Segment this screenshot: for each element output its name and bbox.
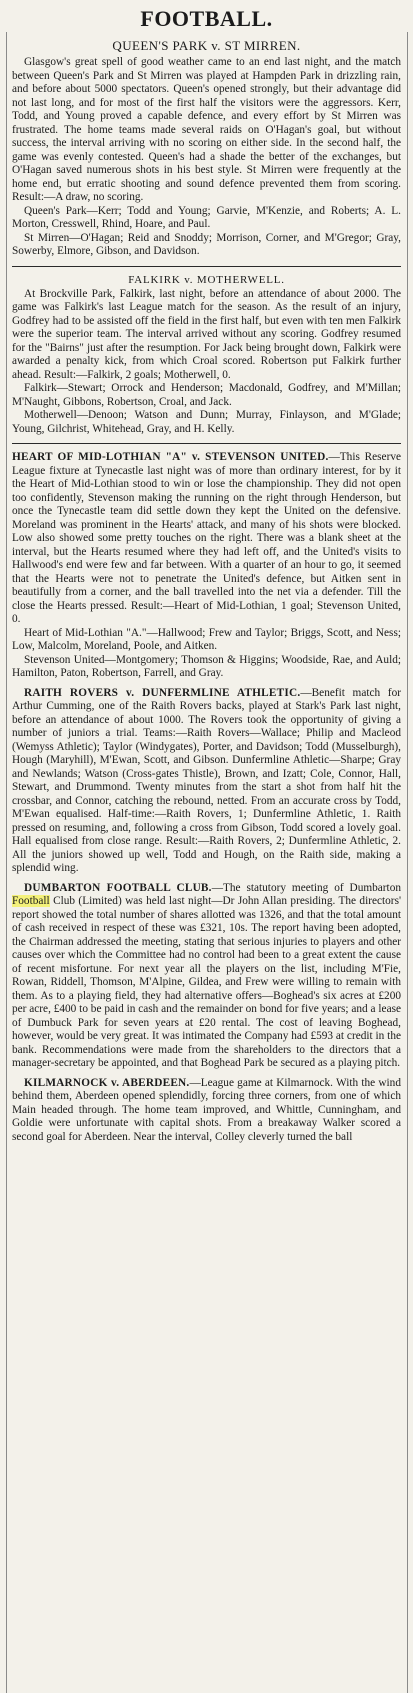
team-lineup: St Mirren—O'Hagan; Reid and Snoddy; Morrison, Corner, and M'Gregor; Gray, Sowerby, Elmore, Gibson, and Davidson. (12, 231, 401, 257)
article-kilmarnock-aberdeen (12, 1077, 401, 1145)
article-raith-dunfermline (12, 687, 401, 876)
article-body (12, 451, 401, 627)
article-body: At Brockville Park, Falkirk, last night, before an attendance of about 2000. The game was Falkirk's last League match for the season. As the result of an injury, Godfrey had to be assisted off the field in the first half, but even with ten men Falkirk were the superior team. The interval arrived without any scoring. Godfrey resumed for the "Bairns" just after the resumption. For Jack being brought down, Falkirk were awarded a penalty kick, from which Croal scored. Robertson put Falkirk further ahead. Result:—Falkirk, 2 goals; Motherwell, 0. (12, 287, 401, 381)
article-separator (12, 443, 401, 444)
article-separator (12, 266, 401, 267)
article-text-post: Club (Limited) was held last night—Dr John Allan presiding. The directors' report showed the total number of shares allotted was 1326, and that the total amount of cash received in respect of these was £321, 10s. The report having been adopted, the Chairman addressed the meeting, stating that serious injuries to players and other causes over which the Committee had no control had been to a great extent the cause of recent misfortune. For next year all the players on the list, including M'Fie, Rowan, Riddell, Thomson, M'Alpine, Gildea, and Frew were willing to remain with them. As to a playing field, they had alternative offers—Boghead's six acres at £200 per acre, £400 to be paid in cash and the remainder on bond for five years; and a lease of Dumbuck Park for seven years at £20 rental. The cost of leaving Boghead, however, would be very great. It was intimated the Company had £593 at credit in the bank. Recommendations were made from the shareholders to the directors that a manager-secretary be appointed, and that Boghead Park be secured as a playing pitch. (12, 895, 401, 1069)
team-lineup: Queen's Park—Kerr; Todd and Young; Garvie, M'Kenzie, and Roberts; A. L. Morton, Cresswell, Rhind, Hoare, and Paul. (12, 204, 401, 230)
team-lineup: Stevenson United—Montgomery; Thomson & Higgins; Woodside, Rae, and Auld; Hamilton, Paton, Robertson, Farrell, and Gray. (12, 653, 401, 679)
article-text: —Benefit match for Arthur Cumming, one of the Raith Rovers backs, played at Stark's Park last night, before an attendance of about 1000. The Rovers took the opportunity of giving a number of juniors a trial. Teams:—Raith Rovers—Wallace; Philip and Macleod (Wemyss Athletic); Taylor (Windygates), Porter, and Davidson; Todd (Musselburgh), Hough (Maryhill), M'Ewan, Scott, and Gibson. Dunfermline Athletic—Sharpe; Gray and Newlands; Watson (Cross-gates Thistle), Brown, and Izatt; Cole, Connor, Hall, Stewart, and Drummond. Twenty minutes from the start a shot from half hit the crossbar, and Connor, catching the rebound, netted. From an accurate cross by Todd, M'Ewan equalised. Half-time:—Raith Rovers, 1; Dunfermline Athletic, 1. Raith pressed on resuming, and, following a cross from Gibson, Todd scored a lovely goal. Hall equalised from close range. Result:—Raith Rovers, 2; Dunfermline Athletic, 2. All the juniors showed up well, Todd and Hough, on the Raith side, making a splendid wing. (12, 686, 401, 874)
section-masthead: FOOTBALL. (140, 6, 273, 31)
article-falkirk-motherwell (12, 274, 401, 437)
team-lineup: Heart of Mid-Lothian "A."—Hallwood; Frew and Taylor; Briggs, Scott, and Ness; Low, Malcolm, Moreland, Poole, and Aitken. (12, 626, 401, 652)
article-body (12, 687, 401, 876)
article-heading: FALKIRK v. MOTHERWELL. (128, 273, 285, 286)
article-text-pre: —The statutory meeting of Dumbarton (211, 881, 401, 894)
column-rule-left (6, 32, 7, 1693)
article-body (12, 882, 401, 1071)
team-lineup: Motherwell—Denoon; Watson and Dunn; Murray, Finlayson, and M'Glade; Young, Gilchrist, Whitehead, Gray, and H. Kelly. (12, 409, 401, 435)
article-text: —This Reserve League fixture at Tynecastle last night was of more than ordinary interest, for by it the Heart of Mid-Lothian stood to win or lose the championship. They did not open too confidently, Stevenson making the running on the right through Henderson, but once the Tynecastle team did settle down they kept the United on the defensive. Moreland was prominent in the Hearts' attack, and many of his shots were blocked. Low also showed some pretty touches on the right. There was a blank sheet at the interval, but the Hearts resumed where they had left off, and the United's visits to Hallwood's end were few and far between. With a quarter of an hour to go, it seemed that the Hearts were not to penetrate the United's defence, but Aitken sent in beautifully from a corner, and the ball travelled into the net via a defender. Till the close the Hearts pressed. Result:—Heart of Mid-Lothian, 1 goal; Stevenson United, 0. (12, 451, 401, 625)
article-dumbarton-fc (12, 882, 401, 1071)
article-heading: QUEEN'S PARK v. ST MIRREN. (112, 38, 301, 53)
team-lineup: Falkirk—Stewart; Orrock and Henderson; Macdonald, Godfrey, and M'Millan; M'Naught, Gibbons, Robertson, Croal, and Jack. (12, 382, 401, 408)
article-runin-heading: HEART OF MID-LOTHIAN "A" v. STEVENSON UNITED. (12, 451, 329, 463)
article-queens-park-st-mirren (12, 38, 401, 259)
article-body (12, 1077, 401, 1145)
article-hearts-stevenson (12, 451, 401, 681)
article-runin-heading: RAITH ROVERS v. DUNFERMLINE ATHLETIC. (24, 686, 301, 699)
column-rule-right (407, 32, 408, 1693)
article-body: Glasgow's great spell of good weather came to an end last night, and the match between Queen's Park and St Mirren was played at Hampden Park in drizzling rain, and before about 5000 spectators. Queen's opened strongly, but their advantage did not last long, and for most of the first half the visitors were the aggressors. Kerr, Todd, and Young proved a capable defence, and every effort by St Mirren was frustrated. The home teams made several raids on O'Hagan's goal, but without success, the interval arriving with no scoring on either side. In the second half, the game was evenly contested. Queen's had a shade the better of the exchanges, but O'Hagan saved numerous shots in his best style. St Mirren were frequently at the home end, but erratic shooting and sound defence prevented them from scoring. Result:—A draw, no scoring. (12, 56, 401, 203)
article-runin-heading: KILMARNOCK v. ABERDEEN. (24, 1076, 190, 1089)
search-highlight: Football (12, 895, 50, 907)
article-text: —League game at Kilmarnock. With the wind behind them, Aberdeen opened splendidly, forcing three corners, from one of which Main headed through. The home team improved, and Whittle, Cunningham, and Goldie were unfortunate with capital shots. From a breakaway Walker scored a second goal for Aberdeen. Near the interval, Colley cleverly turned the ball (12, 1076, 401, 1143)
article-runin-heading: DUMBARTON FOOTBALL CLUB. (24, 881, 212, 894)
